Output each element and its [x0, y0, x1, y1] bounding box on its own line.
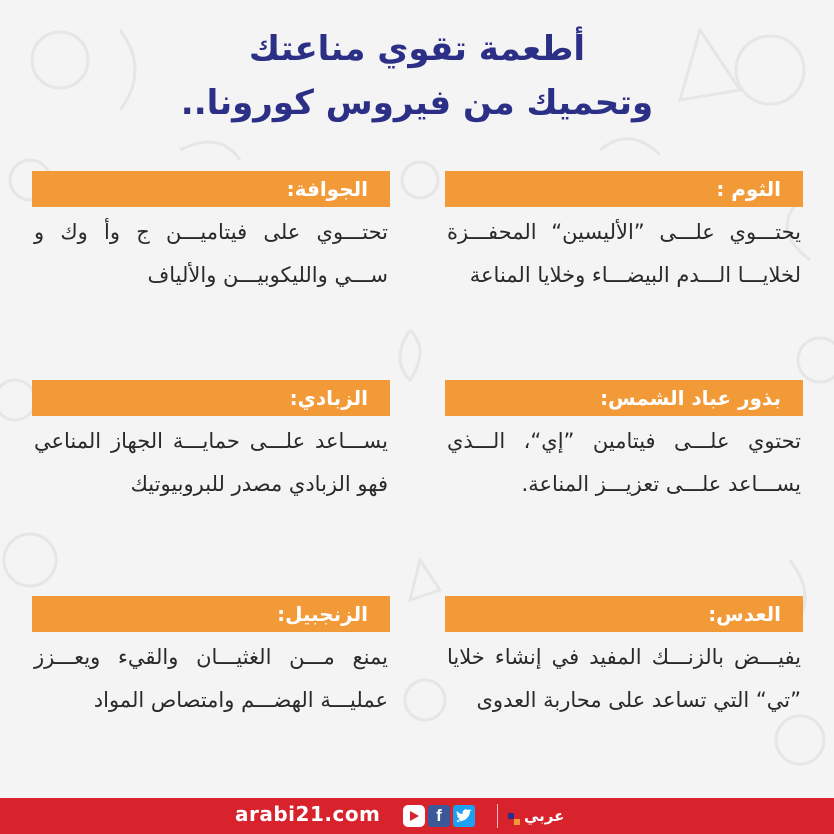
- headline-line-2: وتحميك من فيروس كورونا..: [180, 83, 654, 123]
- card-label: الجوافة:: [32, 171, 390, 207]
- footer-bar: [0, 798, 834, 834]
- card-lentils: [445, 596, 803, 722]
- card-text: تحتوي علـــى فيتامين ”إي“، الـــذي يســـاعد علـــى تعزيـــز المناعة.: [447, 429, 801, 496]
- card-garlic: [445, 171, 803, 297]
- card-ginger: [32, 596, 390, 722]
- card-text: يمنع مـــن الغثيـــان والقيء ويعـــزز عمليـــة الهضـــم وامتصاص المواد: [34, 645, 388, 712]
- card-guava: [32, 171, 390, 297]
- youtube-icon[interactable]: [403, 805, 425, 827]
- social-icons: [403, 805, 475, 827]
- card-text: يفيـــض بالزنـــك المفيد في إنشاء خلايا ”تي“ التي تساعد على محاربة العدوى: [447, 645, 801, 712]
- card-text: يحتـــوي علـــى ”الأليسين“ المحفـــزة لخلايـــا الـــدم البيضـــاء وخلايا المناعة: [447, 220, 801, 287]
- card-label: الثوم :: [445, 171, 803, 207]
- logo-text: عربي: [524, 807, 565, 825]
- site-url[interactable]: arabi21.com: [235, 802, 381, 826]
- twitter-icon[interactable]: [453, 805, 475, 827]
- card-label: بذور عباد الشمس:: [445, 380, 803, 416]
- card-sunflower-seeds: [445, 380, 803, 506]
- logo-mark-icon: [508, 810, 520, 822]
- facebook-icon[interactable]: f: [428, 805, 450, 827]
- arabi21-logo[interactable]: [508, 803, 564, 829]
- card-text: تحتـــوي على فيتاميـــن ج وأ وك و ســـي والليكوبيـــن والألياف: [34, 220, 388, 287]
- headline-line-1: أطعمة تقوي مناعتك: [248, 29, 586, 69]
- headline: [0, 22, 834, 130]
- card-text: يســـاعد علـــى حمايـــة الجهاز المناعي فهو الزبادي مصدر للبروبيوتيك: [34, 429, 388, 496]
- card-label: الزبادي:: [32, 380, 390, 416]
- card-label: العدس:: [445, 596, 803, 632]
- card-yogurt: [32, 380, 390, 506]
- footer-divider: [497, 804, 498, 828]
- card-label: الزنجبيل:: [32, 596, 390, 632]
